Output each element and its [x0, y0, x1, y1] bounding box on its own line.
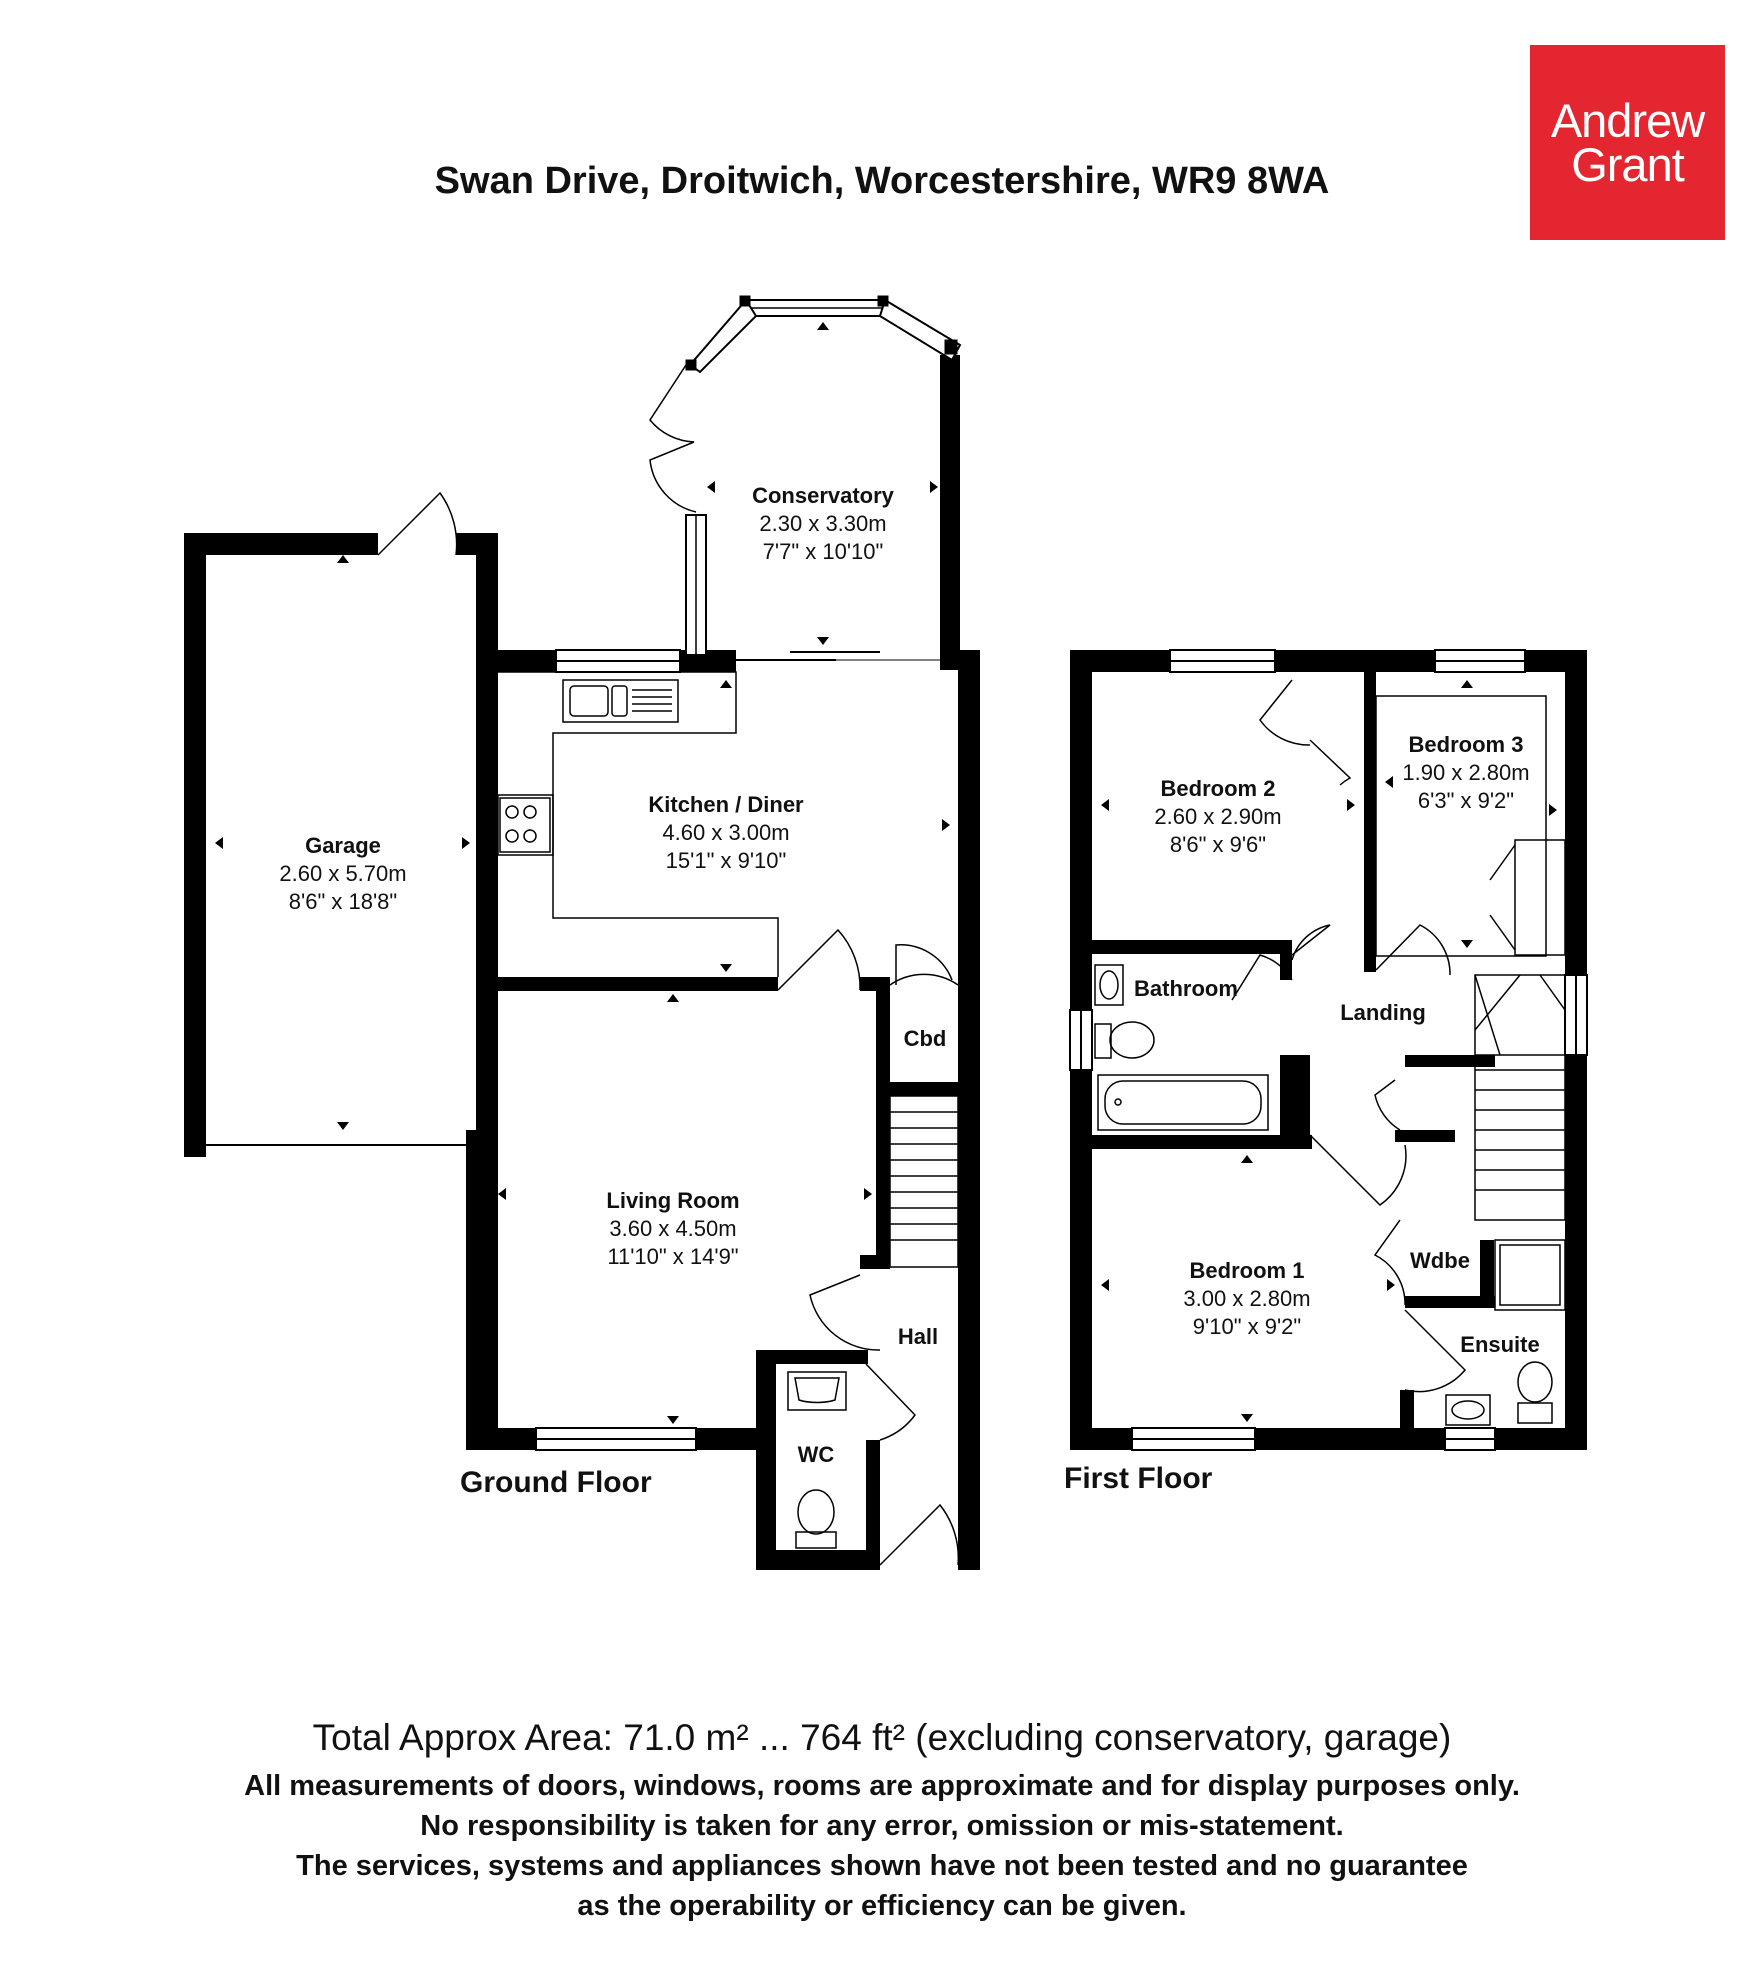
- ground-floor-label: Ground Floor: [460, 1466, 652, 1499]
- bedroom3-metric: 1.90 x 2.80m: [1402, 760, 1530, 785]
- ground-stairs: [890, 1096, 958, 1267]
- front-door: [880, 1505, 958, 1565]
- property-address: Swan Drive, Droitwich, Worcestershire, WR9 8WA: [434, 160, 1330, 202]
- disclaimer-line-4: as the operability or efficiency can be given.: [577, 1890, 1187, 1922]
- bedroom2-metric: 2.60 x 2.90m: [1154, 804, 1282, 829]
- garage-imperial: 8'6" x 18'8": [288, 889, 398, 914]
- conservatory-name: Conservatory: [752, 483, 894, 508]
- bathroom-name: Bathroom: [1134, 976, 1238, 1001]
- living-door: [810, 1275, 880, 1350]
- kitchen-sink-icon: [563, 680, 678, 722]
- ensuite-name: Ensuite: [1460, 1332, 1540, 1357]
- conservatory-sliding-door: [736, 652, 940, 660]
- bedroom3-imperial: 6'3" x 9'2": [1417, 788, 1515, 813]
- bathroom-basin-icon: [1095, 965, 1123, 1005]
- conservatory-doors: [650, 365, 696, 512]
- conservatory-imperial: 7'7" x 10'10": [762, 539, 884, 564]
- wc-door: [866, 1364, 915, 1440]
- cbd-name: Cbd: [903, 1026, 947, 1051]
- bedroom2-imperial: 8'6" x 9'6": [1169, 832, 1267, 857]
- wc-name: WC: [797, 1442, 835, 1467]
- landing-name: Landing: [1340, 1000, 1426, 1025]
- garage-metric: 2.60 x 5.70m: [279, 861, 407, 886]
- garage-side-door: [378, 493, 457, 555]
- total-area: Total Approx Area: 71.0 m² ... 764 ft² (excluding conservatory, garage): [312, 1717, 1452, 1758]
- first-stairs: [1475, 975, 1565, 1220]
- kitchen-name: Kitchen / Diner: [648, 792, 804, 817]
- conservatory-metric: 2.30 x 3.30m: [759, 511, 887, 536]
- hall-name: Hall: [897, 1324, 939, 1349]
- bathroom-toilet-icon: [1095, 1022, 1154, 1058]
- disclaimer-line-1: All measurements of doors, windows, rooms are approximate and for display purposes only.: [244, 1770, 1520, 1802]
- bedroom2-name: Bedroom 2: [1160, 776, 1276, 801]
- logo-line-2: Grant: [1571, 137, 1684, 191]
- logo-line-1: Andrew: [1550, 93, 1705, 147]
- kitchen-imperial: 15'1" x 9'10": [665, 848, 787, 873]
- bedroom1-metric: 3.00 x 2.80m: [1183, 1286, 1311, 1311]
- living-metric: 3.60 x 4.50m: [609, 1216, 737, 1241]
- bath-icon: [1098, 1075, 1268, 1130]
- first-floor-label: First Floor: [1064, 1462, 1213, 1495]
- bedroom1-imperial: 9'10" x 9'2": [1192, 1314, 1302, 1339]
- bedroom3-name: Bedroom 3: [1408, 732, 1524, 757]
- disclaimer-line-3: The services, systems and appliances shown have not been tested and no guarantee: [296, 1850, 1468, 1882]
- kitchen-door: [778, 930, 860, 990]
- garage-walls: [184, 533, 498, 1450]
- wc-toilet-icon: [796, 1490, 836, 1548]
- garage-name: Garage: [305, 833, 381, 858]
- living-name: Living Room: [606, 1188, 740, 1213]
- shower-icon: [1495, 1240, 1565, 1310]
- living-imperial: 11'10" x 14'9": [607, 1244, 739, 1269]
- bedroom1-name: Bedroom 1: [1189, 1258, 1305, 1283]
- cbd-door: [890, 974, 958, 985]
- conservatory-bay: [686, 296, 960, 372]
- ensuite-basin-icon: [1446, 1395, 1490, 1425]
- ground-windows: [536, 650, 696, 1450]
- house-walls: [466, 355, 980, 1570]
- disclaimer-line-2: No responsibility is taken for any error, omission or mis-statement.: [420, 1810, 1344, 1842]
- kitchen-metric: 4.60 x 3.00m: [662, 820, 790, 845]
- ensuite-toilet-icon: [1518, 1362, 1552, 1423]
- wdbe-name: Wdbe: [1410, 1248, 1470, 1273]
- wc-basin-icon: [788, 1372, 846, 1410]
- floor-labels: [460, 1462, 1213, 1499]
- hob-icon: [500, 798, 550, 852]
